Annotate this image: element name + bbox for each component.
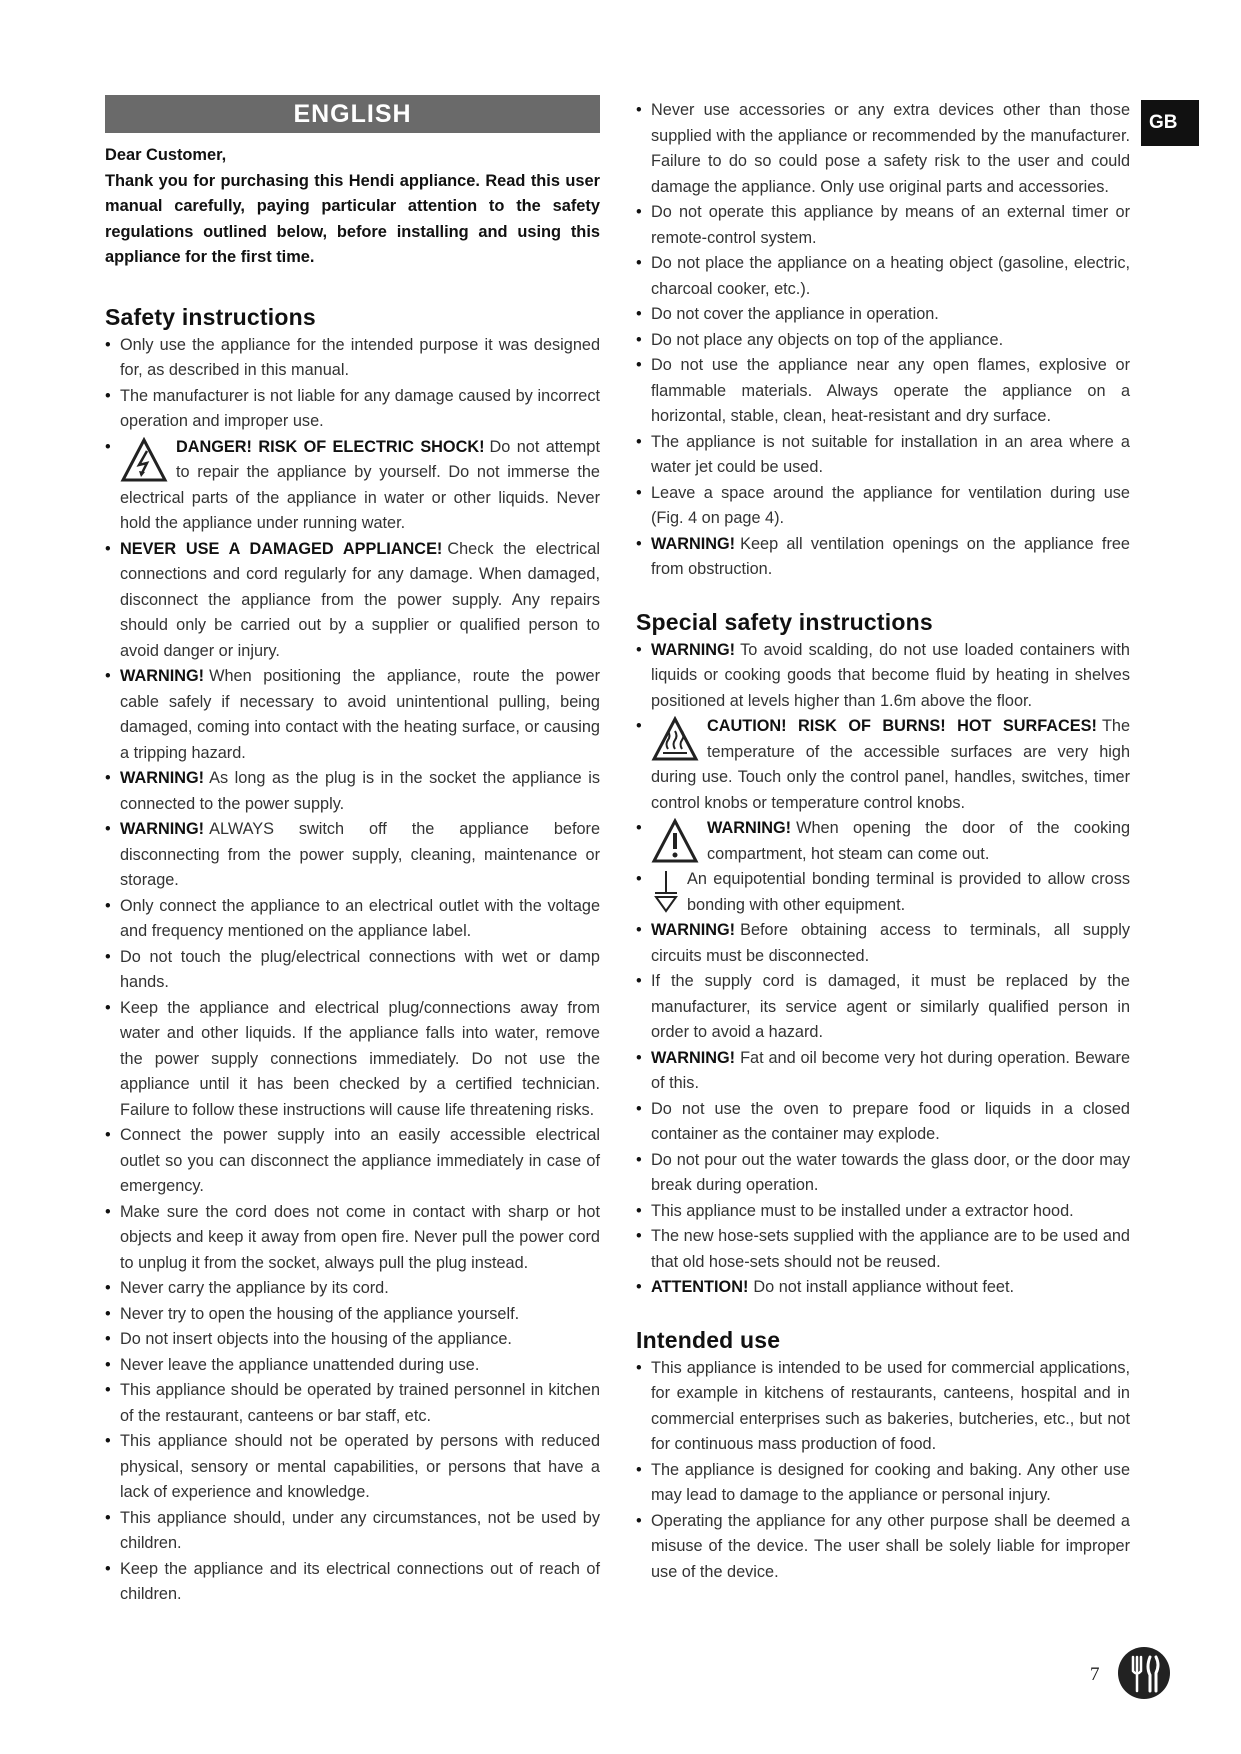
list-item [636, 1148, 1130, 1199]
item-text: ALWAYS switch off the appliance before disconnecting from the power supply, cleaning, maintenance or storage. [120, 820, 600, 889]
list-item [105, 384, 600, 435]
safety-list [105, 333, 600, 1608]
warning-label: WARNING! [651, 534, 736, 553]
list-item [636, 1199, 1130, 1225]
item-text: The new hose-sets supplied with the appliance are to be used and that old hose-sets should not be reused. [651, 1227, 1130, 1271]
item-text: Check the electrical connections and cord regularly for any damage. When damaged, disconnect the appliance from the power supply. Any repairs should only be carried out by a supplier or qualified person to avoid danger or injury. [120, 539, 600, 660]
item-text: The temperature of the accessible surfaces are very high during use. Touch only the control panel, handles, switches, timer control knobs or temperature control knobs. [651, 717, 1130, 812]
list-item [636, 1097, 1130, 1148]
warning-label: WARNING! [120, 820, 205, 838]
special-safety-list [636, 638, 1130, 1301]
list-item [105, 1123, 600, 1200]
intended-use-list [636, 1356, 1130, 1586]
list-item [636, 918, 1130, 969]
list-item [636, 1356, 1130, 1458]
item-text: This appliance should, under any circumstances, not be used by children. [120, 1508, 600, 1552]
never-use-label: NEVER USE A DAMAGED APPLIANCE! [120, 539, 443, 558]
left-column [105, 95, 600, 1608]
list-item [105, 1302, 600, 1328]
list-item [636, 532, 1130, 583]
language-header: ENGLISH [105, 95, 600, 133]
item-text: Never try to open the housing of the appliance yourself. [120, 1304, 520, 1323]
item-text: Never use accessories or any extra devices other than those supplied with the appliance or recommended by the manufacturer. Failure to do so could pose a safety risk to the user and could damage the appliance. Only use original parts and accessories. [651, 101, 1130, 196]
list-item [636, 481, 1130, 532]
item-text: Keep the appliance and its electrical connections out of reach of children. [120, 1559, 600, 1603]
warning-label: WARNING! [120, 667, 205, 685]
item-text: Do not cover the appliance in operation. [651, 305, 939, 323]
item-text: An equipotential bonding terminal is provided to allow cross bonding with other equipment. [687, 870, 1130, 914]
list-item [105, 1200, 600, 1277]
list-item [105, 817, 600, 894]
equipotential-bonding-icon [651, 869, 681, 915]
list-item [636, 1275, 1130, 1301]
item-text: When opening the door of the cooking compartment, hot steam can come out. [707, 819, 1130, 863]
list-item [105, 537, 600, 665]
item-text: This appliance should be operated by trained personnel in kitchen of the restaurant, canteens or bar staff, etc. [120, 1381, 600, 1425]
list-item [636, 430, 1130, 481]
safety-list-continued [636, 98, 1130, 583]
list-item [636, 816, 1130, 867]
list-item [105, 996, 600, 1124]
list-item [105, 894, 600, 945]
list-item [636, 98, 1130, 200]
list-item [105, 945, 600, 996]
danger-label: DANGER! RISK OF ELECTRIC SHOCK! [176, 437, 485, 456]
item-text: Leave a space around the appliance for ventilation during use (Fig. 4 on page 4). [651, 483, 1130, 527]
item-text: Never leave the appliance unattended during use. [120, 1355, 480, 1374]
item-text: Do not install appliance without feet. [753, 1278, 1015, 1296]
list-item [636, 302, 1130, 328]
list-item [636, 867, 1130, 918]
list-item [105, 1557, 600, 1608]
item-text: Fat and oil become very hot during operation. Beware of this. [651, 1048, 1130, 1092]
intro-text: Thank you for purchasing this Hendi appliance. Read this user manual carefully, paying particular attention to the safety regulations outlined below, before installing and using this appliance for the first time. [105, 171, 600, 266]
item-text: Do not touch the plug/electrical connections with wet or damp hands. [120, 947, 600, 991]
item-text: Connect the power supply into an easily accessible electrical outlet so you can disconnect the appliance immediately in case of emergency. [120, 1126, 600, 1195]
list-item [636, 1458, 1130, 1509]
cutlery-logo-icon [1116, 1645, 1172, 1706]
electric-shock-warning-icon [120, 437, 168, 483]
list-item [105, 333, 600, 384]
warning-triangle-icon [651, 818, 699, 864]
item-text: Do not attempt to repair the appliance by yourself. Do not immerse the electrical parts of the appliance in water or other liquids. Never hold the appliance under running water. [120, 437, 601, 532]
item-text: Do not insert objects into the housing of the appliance. [120, 1330, 512, 1348]
hot-surface-warning-icon [651, 716, 699, 762]
list-item [636, 969, 1130, 1046]
warning-label: WARNING! [707, 819, 792, 837]
greeting: Dear Customer, [105, 146, 227, 164]
list-item [105, 766, 600, 817]
caution-label: CAUTION! RISK OF BURNS! HOT SURFACES! [707, 717, 1097, 735]
list-item [636, 251, 1130, 302]
item-text: Only connect the appliance to an electrical outlet with the voltage and frequency mentioned on the appliance label. [120, 896, 600, 940]
item-text: When positioning the appliance, route the power cable safely if necessary to avoid unintentional pulling, being damaged, coming into contact with the heating surface, or causing a tripping hazard. [120, 667, 600, 762]
item-text: The appliance is not suitable for installation in an area where a water jet could be used. [651, 432, 1130, 476]
page-number: 7 [1090, 1664, 1100, 1685]
list-item [105, 1276, 600, 1302]
intended-use-title: Intended use [636, 1326, 781, 1353]
warning-label: WARNING! [651, 640, 736, 659]
list-item [105, 1378, 600, 1429]
item-text: Make sure the cord does not come in contact with sharp or hot objects and keep it away from open fire. Never pull the power cord to unplug it from the socket, always pull the plug instead. [120, 1202, 600, 1272]
list-item [636, 200, 1130, 251]
item-text: Never carry the appliance by its cord. [120, 1279, 389, 1297]
list-item [636, 328, 1130, 354]
item-text: As long as the plug is in the socket the appliance is connected to the power supply. [120, 769, 600, 813]
item-text: Operating the appliance for any other purpose shall be deemed a misuse of the device. The user shall be solely liable for improper use of the device. [651, 1511, 1130, 1581]
item-text: Do not place the appliance on a heating object (gasoline, electric, charcoal cooker, etc.). [651, 254, 1130, 298]
item-text: This appliance must to be installed under a extractor hood. [651, 1201, 1074, 1220]
warning-label: WARNING! [651, 1048, 736, 1067]
list-item [636, 353, 1130, 430]
list-item [636, 638, 1130, 715]
list-item [105, 664, 600, 766]
item-text: Keep the appliance and electrical plug/connections away from water and other liquids. If the appliance falls into water, remove the power supply connections immediately. Do not use the appliance until it has been checked by a certified technician. Failure to follow these instructions will cause life threatening risks. [120, 998, 600, 1119]
item-text: Do not pour out the water towards the glass door, or the door may break during operation. [651, 1150, 1130, 1194]
warning-label: WARNING! [651, 921, 736, 939]
list-item [105, 435, 600, 537]
item-text: Do not place any objects on top of the appliance. [651, 330, 1004, 349]
warning-label: WARNING! [120, 769, 205, 787]
item-text: This appliance is intended to be used for commercial applications, for example in kitchens of restaurants, canteens, hospital and in commercial enterprises such as bakeries, butcheries, etc., but not for continuous mass production of food. [651, 1358, 1130, 1453]
item-text: This appliance should not be operated by persons with reduced physical, sensory or mental capabilities, or persons that have a lack of experience and knowledge. [120, 1432, 600, 1501]
item-text: The manufacturer is not liable for any damage caused by incorrect operation and improper use. [120, 386, 600, 430]
item-text: To avoid scalding, do not use loaded containers with liquids or cooking goods that become fluid by heating in shelves positioned at levels higher than 1.6m above the floor. [651, 640, 1130, 710]
attention-label: ATTENTION! [651, 1278, 749, 1296]
safety-title: Safety instructions [105, 303, 316, 330]
list-item [105, 1429, 600, 1506]
intro [105, 143, 600, 271]
list-item [105, 1506, 600, 1557]
item-text: Before obtaining access to terminals, all supply circuits must be disconnected. [651, 921, 1130, 965]
list-item [636, 1224, 1130, 1275]
list-item [105, 1327, 600, 1353]
item-text: Do not use the oven to prepare food or liquids in a closed container as the container may explode. [651, 1099, 1130, 1143]
list-item [636, 1509, 1130, 1586]
item-text: If the supply cord is damaged, it must be replaced by the manufacturer, its service agent or similarly qualified person in order to avoid a hazard. [651, 972, 1130, 1041]
list-item [636, 714, 1130, 816]
item-text: Do not operate this appliance by means of an external timer or remote-control system. [651, 203, 1130, 247]
language-tab: GB [1141, 100, 1199, 146]
item-text: Only use the appliance for the intended purpose it was designed for, as described in this manual. [120, 335, 600, 379]
list-item [636, 1046, 1130, 1097]
right-column [636, 98, 1130, 1585]
item-text: Do not use the appliance near any open flames, explosive or flammable materials. Always operate the appliance on a horizontal, stable, clean, heat-resistant and dry surface. [651, 356, 1130, 425]
item-text: Keep all ventilation openings on the appliance free from obstruction. [651, 534, 1130, 578]
list-item [105, 1353, 600, 1379]
item-text: The appliance is designed for cooking and baking. Any other use may lead to damage to the appliance or personal injury. [651, 1460, 1130, 1504]
special-safety-title: Special safety instructions [636, 608, 933, 635]
